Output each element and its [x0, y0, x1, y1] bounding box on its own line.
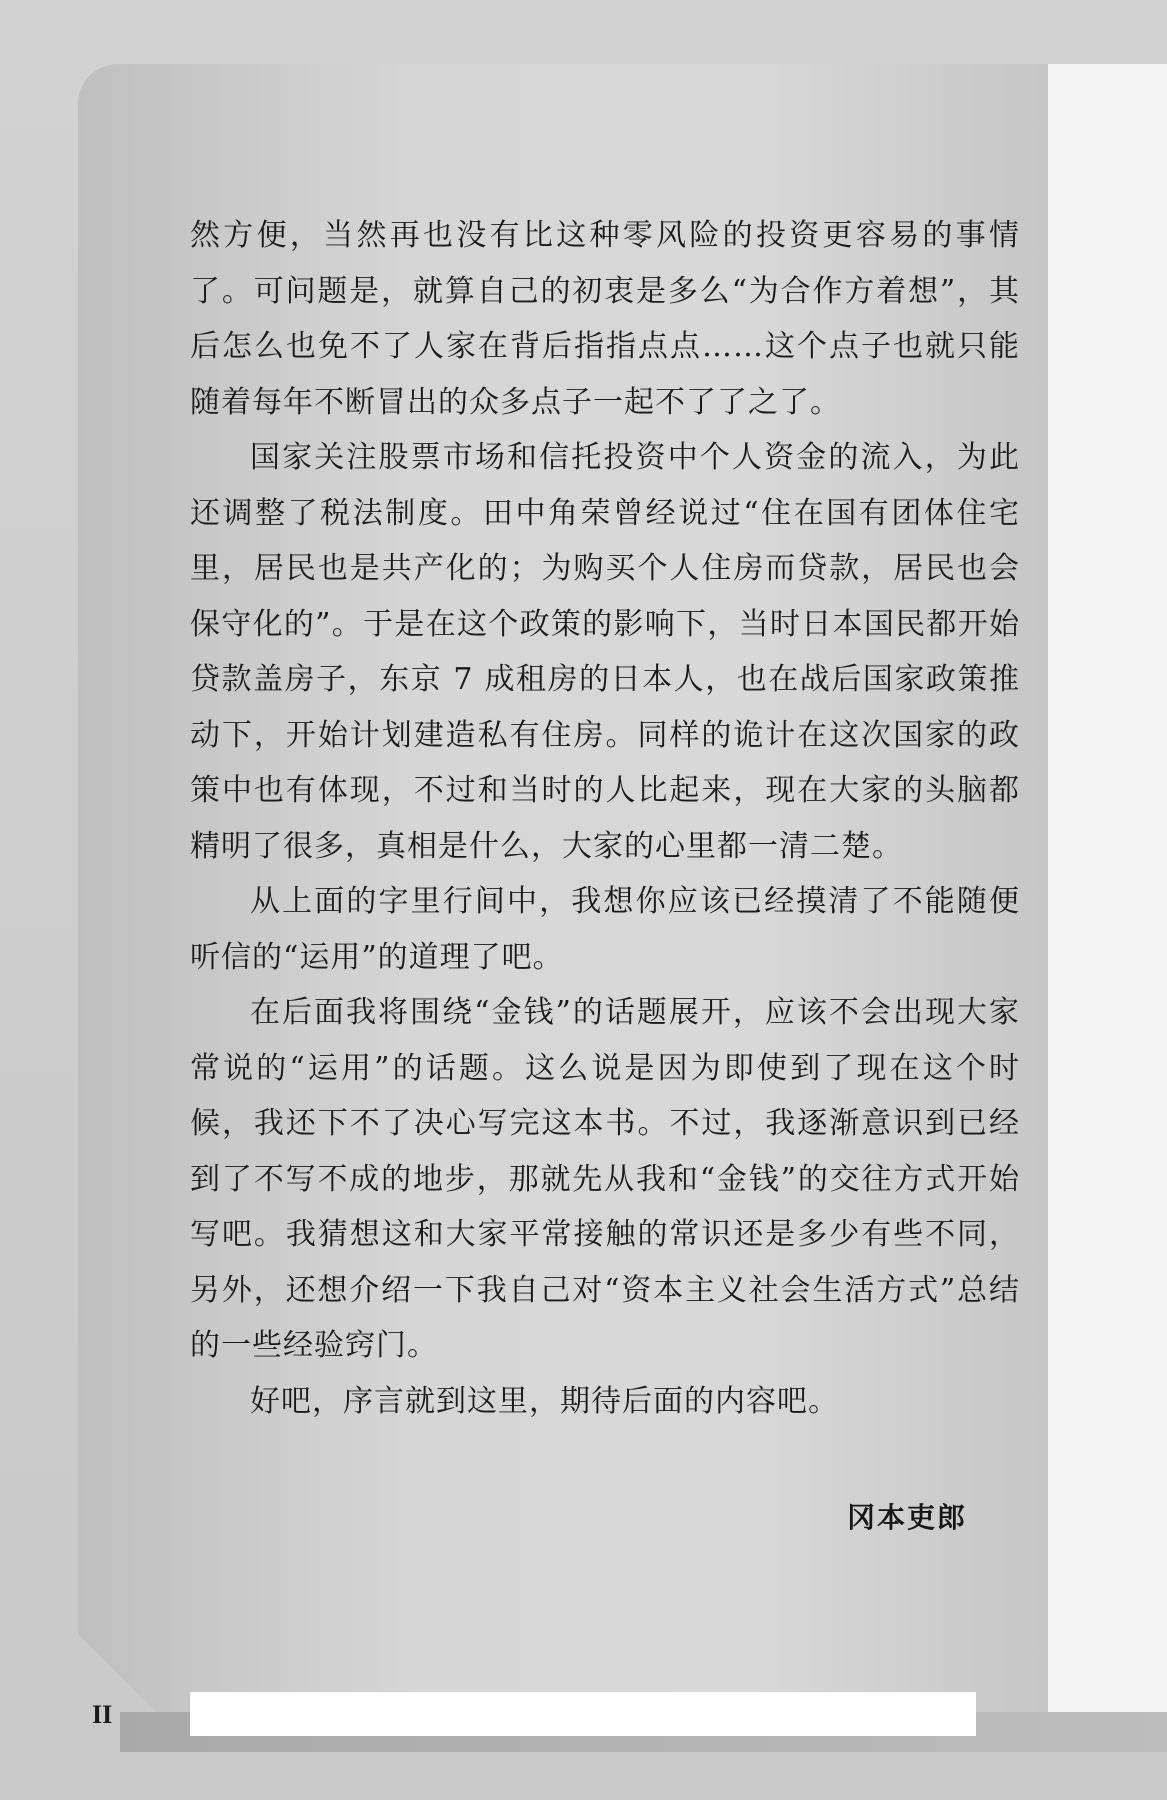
paragraph-2: 国家关注股票市场和信托投资中个人资金的流入，为此还调整了税法制度。田中角荣曾经说过“住在国有团体住宅里，居民也是共产化的；为购买个人住房而贷款，居民也会保守化的”。于是在这个政策的影响下，当时日本国民都开始贷款盖房子，东京 7 成租房的日本人，也在战后国家政策推动下，开始计划建造私有住房。同样的诡计在这次国家的政策中也有体现，不过和当时的人比起来，现在大家的头脑都精明了很多，真相是什么，大家的心里都一清二楚。	[190, 440, 1020, 864]
paragraph-3: 从上面的字里行间中，我想你应该已经摸清了不能随便听信的“运用”的道理了吧。	[190, 884, 1020, 975]
redaction-box	[190, 1692, 976, 1736]
paragraph-4: 在后面我将围绕“金钱”的话题展开，应该不会出现大家常说的“运用”的话题。这么说是因为即使到了现在这个时候，我还下不了决心写完这本书。不过，我逐渐意识到已经到了不写不成的地步，那就先从我和“金钱”的交往方式开始写吧。我猜想这和大家平常接触的常识还是多少有些不同，另外，还想介绍一下我自己对“资本主义社会生活方式”总结的一些经验窍门。	[190, 995, 1020, 1363]
page-number: II	[92, 1700, 113, 1729]
paragraph-5: 好吧，序言就到这里，期待后面的内容吧。	[250, 1383, 839, 1419]
preface-body	[190, 208, 1020, 1429]
author-signature: 冈本吏郎	[846, 1501, 967, 1534]
paragraph-1: 然方便，当然再也没有比这种零风险的投资更容易的事情了。可问题是，就算自己的初衷是多么“为合作方着想”，其后怎么也免不了人家在背后指指点点……这个点子也就只能随着每年不断冒出的众多点子一起不了了之了。	[190, 218, 1020, 420]
page-right-margin	[1048, 64, 1167, 1724]
